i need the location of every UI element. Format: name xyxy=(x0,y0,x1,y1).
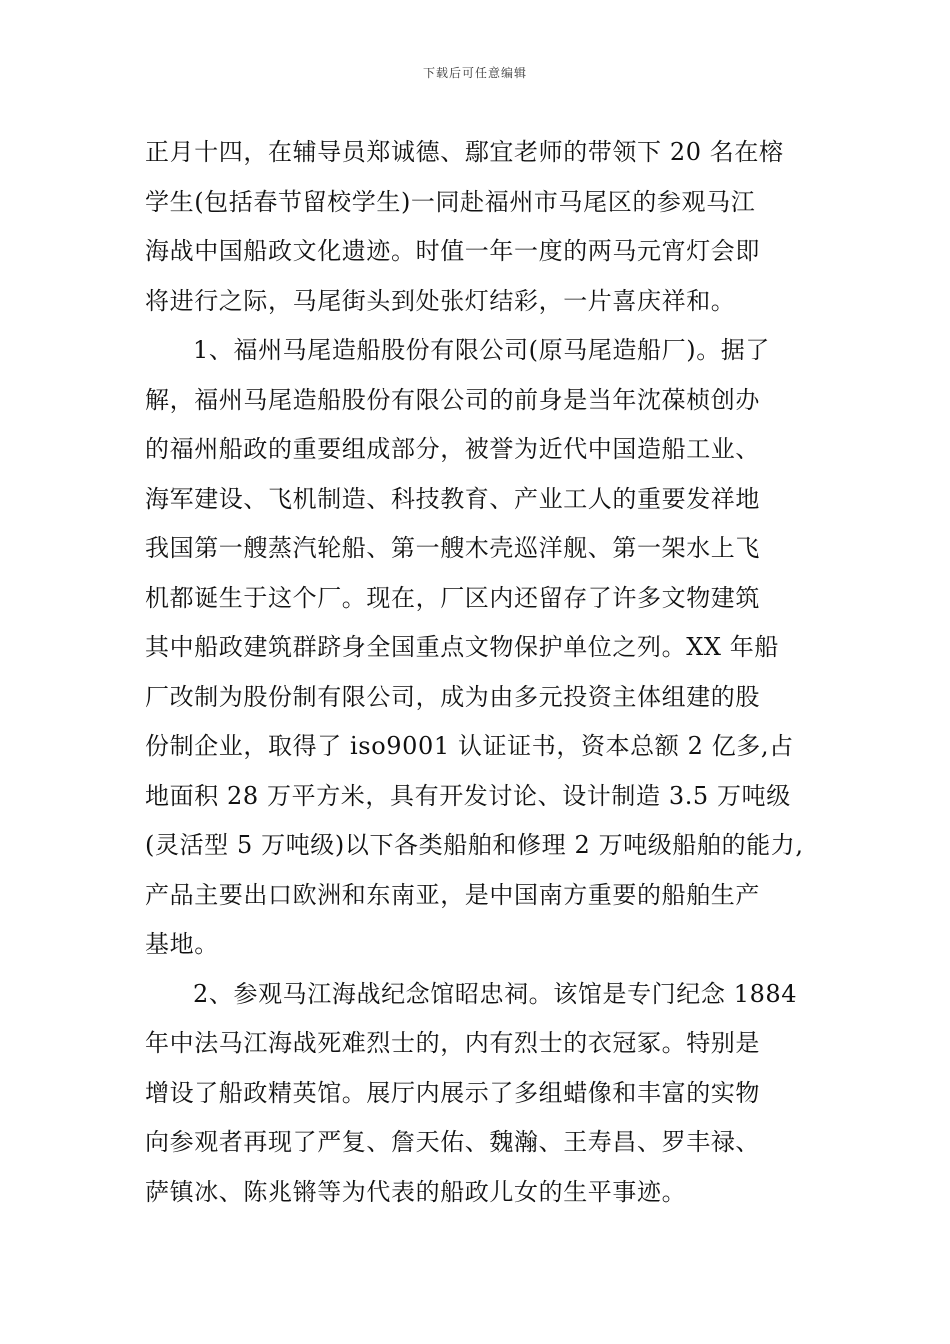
text-line: 其中船政建筑群跻身全国重点文物保护单位之列。XX 年船 xyxy=(145,633,779,661)
text-line: 向参观者再现了严复、詹天佑、魏瀚、王寿昌、罗丰禄、 xyxy=(145,1128,760,1156)
text-line: 海战中国船政文化遗迹。时值一年一度的两马元宵灯会即 xyxy=(145,237,760,265)
text-line: 正月十四，在辅导员郑诚德、鄢宜老师的带领下 20 名在榕 xyxy=(145,138,784,166)
document-body xyxy=(145,128,830,1217)
text-line: 2、参观马江海战纪念馆昭忠祠。该馆是专门纪念 1884 xyxy=(193,979,798,1008)
text-line: 解，福州马尾造船股份有限公司的前身是当年沈葆桢创办 xyxy=(145,385,760,414)
paragraph-1 xyxy=(145,128,830,326)
text-line: 1、福州马尾造船股份有限公司(原马尾造船厂)。据了 xyxy=(193,336,770,364)
text-line: 年中法马江海战死难烈士的，内有烈士的衣冠冢。特别是 xyxy=(145,1029,760,1057)
text-line: (灵活型 5 万吨级)以下各类船舶和修理 2 万吨级船舶的能力, xyxy=(145,831,804,859)
text-line: 份制企业，取得了 iso9001 认证证书，资本总额 2 亿多,占 xyxy=(145,732,794,760)
text-line: 的福州船政的重要组成部分，被誉为近代中国造船工业、 xyxy=(145,435,760,463)
header-note: 下载后可任意编辑 xyxy=(422,66,527,80)
text-line: 地面积 28 万平方米，具有开发讨论、设计制造 3.5 万吨级 xyxy=(145,781,791,810)
text-line: 产品主要出口欧洲和东南亚，是中国南方重要的船舶生产 xyxy=(145,880,760,909)
paragraph-2 xyxy=(145,326,830,970)
paragraph-3 xyxy=(145,970,830,1218)
text-line: 厂改制为股份制有限公司，成为由多元投资主体组建的股 xyxy=(145,682,760,711)
text-line: 基地。 xyxy=(145,930,219,958)
text-line: 增设了船政精英馆。展厅内展示了多组蜡像和丰富的实物 xyxy=(145,1078,760,1107)
text-line: 萨镇冰、陈兆锵等为代表的船政儿女的生平事迹。 xyxy=(145,1177,687,1206)
text-line: 海军建设、飞机制造、科技教育、产业工人的重要发祥地 xyxy=(145,484,760,513)
text-line: 将进行之际，马尾街头到处张灯结彩，一片喜庆祥和。 xyxy=(145,286,736,315)
text-line: 学生(包括春节留校学生)一同赴福州市马尾区的参观马江 xyxy=(145,187,756,216)
text-line: 我国第一艘蒸汽轮船、第一艘木壳巡洋舰、第一架水上飞 xyxy=(145,534,760,562)
text-line: 机都诞生于这个厂。现在，厂区内还留存了许多文物建筑 xyxy=(145,583,760,612)
